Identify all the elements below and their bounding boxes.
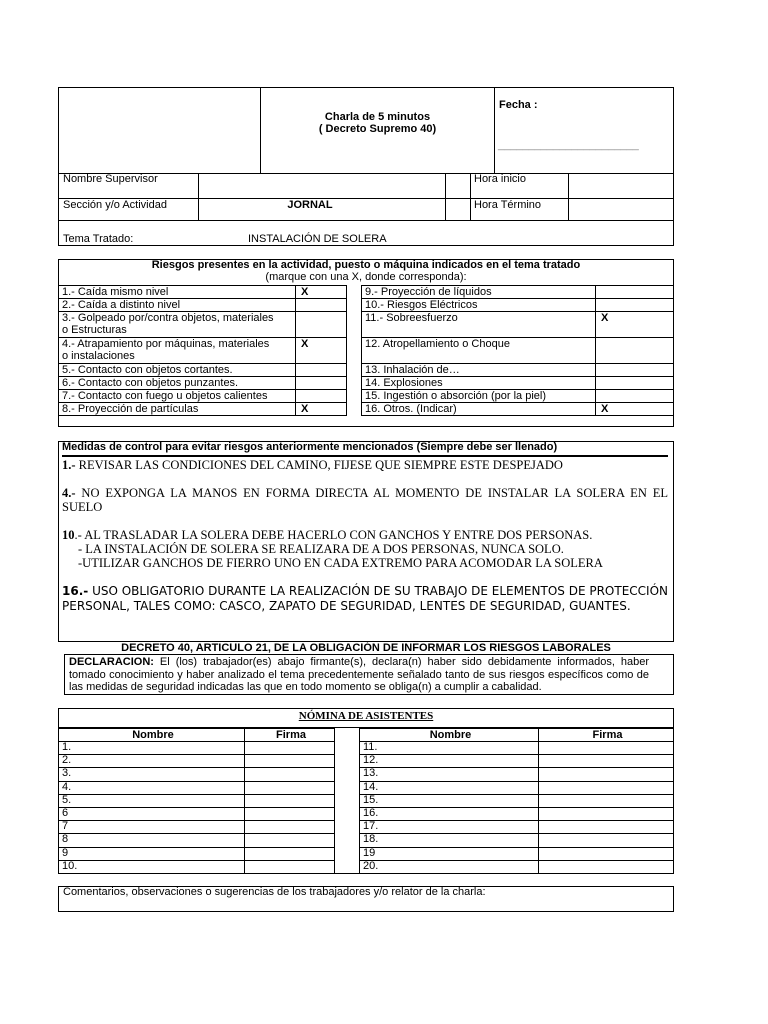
- nomina-firma-field[interactable]: [244, 860, 335, 874]
- risk-label: 8.- Proyección de partículas: [62, 403, 199, 415]
- nomina-firma-field[interactable]: [538, 833, 674, 847]
- tema-field[interactable]: INSTALACIÓN DE SOLERA: [248, 233, 387, 245]
- risks-title: Riesgos presentes en la actividad, puesto o máquina indicados en el tema tratado: [151, 259, 581, 271]
- seccion-label: Sección y/o Actividad: [63, 199, 167, 211]
- info-col-3: [470, 173, 471, 220]
- nomina-name-field[interactable]: 10.: [58, 860, 244, 874]
- medida-4-num: 4.-: [62, 486, 76, 500]
- risk-label: 15. Ingestión o absorción (por la piel): [365, 390, 546, 402]
- risk-left-item: [58, 402, 296, 416]
- fecha-field[interactable]: _______________________: [498, 139, 639, 151]
- nomina-name-field[interactable]: 3.: [58, 767, 244, 781]
- medida-10-num: 10: [62, 528, 75, 542]
- declaracion-label: DECLARACION:: [69, 656, 154, 668]
- nomina-name-field[interactable]: 20.: [359, 860, 538, 874]
- nomina-firma-field[interactable]: [244, 754, 335, 768]
- risk-label: 12. Atropellamiento o Choque: [365, 338, 510, 350]
- risk-label: 13. Inhalación de…: [365, 364, 460, 376]
- risk-right-checkbox[interactable]: [595, 363, 674, 377]
- risk-left-item: [58, 363, 296, 377]
- nomina-firma-field[interactable]: [538, 820, 674, 834]
- risk-right-item: [361, 402, 596, 416]
- medida-16-num: 16.-: [62, 584, 89, 598]
- nomina-name-field[interactable]: 18.: [359, 833, 538, 847]
- info-row-line-2: [58, 220, 674, 221]
- medida-4: [62, 486, 668, 514]
- risk-left-item: [58, 311, 296, 338]
- risk-label: 16. Otros. (Indicar): [365, 403, 457, 415]
- nomina-firma-field[interactable]: [244, 807, 335, 821]
- nomina-col-firma: Firma: [538, 728, 674, 742]
- risk-right-checkbox[interactable]: [595, 376, 674, 390]
- risk-label-cont: o Estructuras: [62, 324, 127, 336]
- risk-left-checkbox[interactable]: [295, 389, 347, 403]
- medida-10-line3: -UTILIZAR GANCHOS DE FIERRO UNO EN CADA EXTREMO PARA ACOMODAR LA SOLERA: [78, 556, 603, 570]
- risk-right-checkbox[interactable]: [595, 337, 674, 364]
- risk-right-item: [361, 389, 596, 403]
- nomina-name-field[interactable]: 1.: [58, 741, 244, 755]
- risk-label: 1.- Caída mismo nivel: [62, 286, 169, 298]
- nomina-firma-field[interactable]: [244, 781, 335, 795]
- nomina-firma-field[interactable]: [538, 794, 674, 808]
- risk-right-checkbox[interactable]: [595, 389, 674, 403]
- info-col-4: [568, 173, 569, 220]
- medidas-title-rule: [62, 455, 668, 457]
- nomina-firma-field[interactable]: [538, 754, 674, 768]
- risk-left-item: [58, 389, 296, 403]
- risk-right-checkbox[interactable]: [595, 285, 674, 299]
- hora-termino-label: Hora Término: [474, 199, 542, 211]
- hora-inicio-field[interactable]: [570, 175, 672, 195]
- fecha-label: Fecha :: [499, 99, 538, 111]
- nomina-name-field[interactable]: 8: [58, 833, 244, 847]
- comentarios-label: Comentarios, observaciones o sugerencias de los trabajadores y/o relator de la charla:: [63, 886, 486, 898]
- nomina-name-field[interactable]: 19: [359, 847, 538, 861]
- nomina-firma-field[interactable]: [244, 794, 335, 808]
- risk-label: 9.- Proyección de líquidos: [365, 286, 492, 298]
- nomina-name-field[interactable]: 15.: [359, 794, 538, 808]
- nomina-name-field[interactable]: 2.: [58, 754, 244, 768]
- risk-label: 11.- Sobreesfuerzo: [365, 312, 458, 324]
- info-col-2: [445, 173, 446, 220]
- declaracion-text: [69, 656, 649, 694]
- nomina-name-field[interactable]: 11.: [359, 741, 538, 755]
- tema-label: Tema Tratado:: [63, 233, 134, 245]
- risk-right-item: [361, 285, 596, 299]
- nomina-name-field[interactable]: 9: [58, 847, 244, 861]
- medida-4-text: NO EXPONGA LA MANOS EN FORMA DIRECTA AL MOMENTO DE INSTALAR LA SOLERA EN EL SUELO: [62, 486, 668, 514]
- nomina-firma-field[interactable]: [244, 741, 335, 755]
- nomina-firma-field[interactable]: [244, 833, 335, 847]
- risk-label: 7.- Contacto con fuego u objetos calientes: [62, 390, 268, 402]
- decreto-title: DECRETO 40, ARTICULO 21, DE LA OBLIGACIÓN DE INFORMAR LOS RIESGOS LABORALES: [121, 642, 611, 654]
- risk-left-checkbox[interactable]: X: [295, 285, 347, 299]
- risk-right-item: [361, 298, 596, 312]
- nomina-name-field[interactable]: 5.: [58, 794, 244, 808]
- risk-left-checkbox[interactable]: [295, 376, 347, 390]
- medida-16-text: USO OBLIGATORIO DURANTE LA REALIZACIÓN DE SU TRABAJO DE ELEMENTOS DE PROTECCIÓN PERSONAL, TALES COMO: CASCO, ZAPATO DE SEGURIDAD, LENTES DE SEGURIDAD, GUANTES.: [62, 584, 668, 613]
- medidas-title: Medidas de control para evitar riesgos anteriormente mencionados (Siempre debe ser llenado): [62, 441, 558, 453]
- hora-termino-field[interactable]: [570, 200, 672, 219]
- risk-right-item: [361, 363, 596, 377]
- nomina-firma-field[interactable]: [538, 781, 674, 795]
- risk-right-checkbox[interactable]: X: [595, 402, 674, 416]
- nomina-col-nombre: Nombre: [58, 728, 244, 742]
- risk-label: 6.- Contacto con objetos punzantes.: [62, 377, 239, 389]
- risk-left-checkbox[interactable]: X: [295, 402, 347, 416]
- nomina-title: NÓMINA DE ASISTENTES: [298, 710, 434, 722]
- risk-left-checkbox[interactable]: [295, 298, 347, 312]
- risk-left-checkbox[interactable]: [295, 363, 347, 377]
- nomina-firma-field[interactable]: [244, 820, 335, 834]
- nomina-firma-field[interactable]: [538, 741, 674, 755]
- supervisor-label: Nombre Supervisor: [63, 173, 158, 185]
- supervisor-field[interactable]: [200, 175, 444, 195]
- risk-label: 2.- Caída a distinto nivel: [62, 299, 181, 311]
- nomina-name-field[interactable]: 4.: [58, 781, 244, 795]
- nomina-name-field[interactable]: 12.: [359, 754, 538, 768]
- nomina-name-field[interactable]: 14.: [359, 781, 538, 795]
- nomina-col-nombre: Nombre: [359, 728, 538, 742]
- risk-right-item: [361, 376, 596, 390]
- hora-inicio-label: Hora inicio: [474, 173, 526, 185]
- risk-label: 14. Explosiones: [365, 377, 443, 389]
- risk-left-checkbox[interactable]: [295, 311, 347, 338]
- nomina-name-field[interactable]: 13.: [359, 767, 538, 781]
- nomina-firma-field[interactable]: [538, 807, 674, 821]
- risk-right-item: [361, 337, 596, 364]
- risk-left-item: [58, 285, 296, 299]
- medida-10-line2: - LA INSTALACIÓN DE SOLERA SE REALIZARA DE A DOS PERSONAS, NUNCA SOLO.: [78, 542, 564, 556]
- risk-label: 10.- Riesgos Eléctricos: [365, 299, 478, 311]
- nomina-name-field[interactable]: 17.: [359, 820, 538, 834]
- risk-left-item: [58, 376, 296, 390]
- header-divider-right: [494, 87, 495, 174]
- medida-10: [62, 528, 668, 570]
- risk-label-cont: o instalaciones: [62, 350, 135, 362]
- nomina-name-field[interactable]: 7: [58, 820, 244, 834]
- info-col-1: [198, 173, 199, 220]
- medida-1-num: 1.-: [62, 458, 76, 472]
- risk-left-item: [58, 298, 296, 312]
- nomina-firma-field[interactable]: [538, 847, 674, 861]
- risks-subtitle: (marque con una X, donde corresponda):: [265, 271, 467, 283]
- risk-right-checkbox[interactable]: X: [595, 311, 674, 338]
- nomina-name-field[interactable]: 6: [58, 807, 244, 821]
- risk-left-item: [58, 337, 296, 364]
- seccion-field[interactable]: JORNAL: [287, 199, 333, 211]
- risk-right-item: [361, 311, 596, 338]
- risk-label: 5.- Contacto con objetos cortantes.: [62, 364, 233, 376]
- risk-right-checkbox[interactable]: [595, 298, 674, 312]
- medida-10-text: .- AL TRASLADAR LA SOLERA DEBE HACERLO CON GANCHOS Y ENTRE DOS PERSONAS.: [74, 528, 593, 542]
- nomina-firma-field[interactable]: [244, 767, 335, 781]
- nomina-firma-field[interactable]: [538, 860, 674, 874]
- nomina-col-firma: Firma: [244, 728, 335, 742]
- medida-16: [62, 584, 668, 613]
- form-title: Charla de 5 minutos ( Decreto Supremo 40): [318, 111, 437, 135]
- risk-left-checkbox[interactable]: X: [295, 337, 347, 364]
- declaracion-body: El (los) trabajador(es) abajo firmante(s), declara(n) haber sido debidamente informados, haber tomado conocimiento y haber analizado el tema precedentemente señalado tanto de sus riesgos específicos como de las medidas de seguridad indicadas las que en todo momento se obliga(n) a cumplir a cabalidad.: [69, 656, 649, 693]
- nomina-firma-field[interactable]: [538, 767, 674, 781]
- risk-label: 4.- Atrapamiento por máquinas, materiales: [62, 338, 270, 350]
- nomina-firma-field[interactable]: [244, 847, 335, 861]
- medida-1: [62, 458, 668, 473]
- nomina-name-field[interactable]: 16.: [359, 807, 538, 821]
- risk-label: 3.- Golpeado por/contra objetos, materiales: [62, 312, 274, 324]
- medida-1-text: REVISAR LAS CONDICIONES DEL CAMINO, FIJESE QUE SIEMPRE ESTE DESPEJADO: [75, 458, 563, 472]
